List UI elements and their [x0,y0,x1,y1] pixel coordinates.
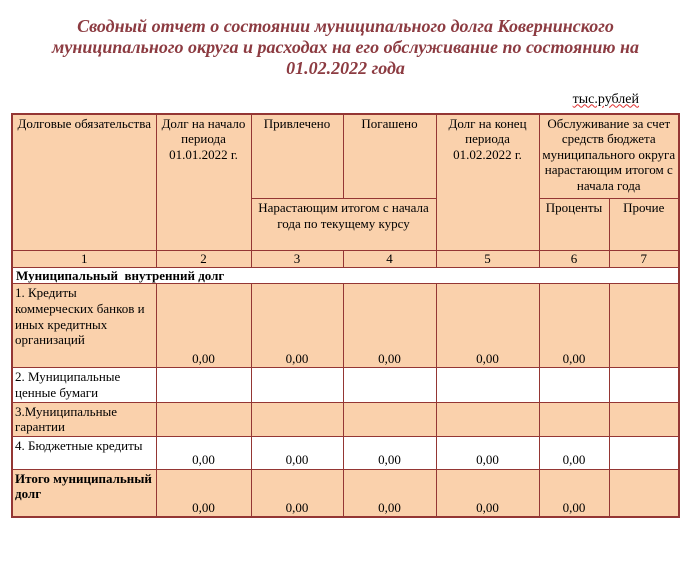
row-label: 3.Муниципальные гарантии [12,402,156,436]
table-row [12,368,679,402]
section-header-internal-debt: Муниципальный внутренний долг [12,267,679,284]
units-label: тыс.рублей [572,91,639,107]
value-cell: 0,00 [539,284,609,368]
header-servicing: Обслуживание за счет средств бюджета муниципального округа нарастающим итогом с начала года [539,114,679,199]
table-row-total [12,469,679,517]
header-other: Прочие [609,199,679,251]
value-cell: 0,00 [436,284,539,368]
table-row [12,402,679,436]
value-cell: 0,00 [343,469,436,517]
value-cell: 0,00 [251,436,343,469]
column-number: 7 [609,251,679,268]
value-cell [539,368,609,402]
header-debt-period-start: Долг на начало периода 01.01.2022 г. [156,114,251,251]
column-number: 2 [156,251,251,268]
report-page [0,16,691,581]
table-row [12,436,679,469]
value-cell [609,402,679,436]
value-cell: 0,00 [436,469,539,517]
value-cell [609,436,679,469]
value-cell: 0,00 [436,436,539,469]
column-number: 5 [436,251,539,268]
column-number-row [12,251,679,268]
value-cell [609,469,679,517]
column-number: 4 [343,251,436,268]
row-label-total: Итого муниципальный долг [12,469,156,517]
debt-report-table [11,113,680,519]
header-repaid: Погашено [343,114,436,199]
value-cell [251,402,343,436]
table-row [12,284,679,368]
row-label: 4. Бюджетные кредиты [12,436,156,469]
page-title: Сводный отчет о состоянии муниципального долга Ковернинского муниципального округа и расходах на его обслуживание по состоянию на 01.02.2022 года [52,16,639,79]
column-number: 6 [539,251,609,268]
header-debt-period-end: Долг на конец периода 01.02.2022 г. [436,114,539,251]
units-label-line [0,92,639,108]
header-raised: Привлечено [251,114,343,199]
value-cell: 0,00 [251,469,343,517]
value-cell: 0,00 [251,284,343,368]
value-cell [609,284,679,368]
value-cell: 0,00 [343,436,436,469]
header-cumulative-total: Нарастающим итогом с начала года по текущему курсу [251,199,436,251]
value-cell [156,368,251,402]
value-cell [156,402,251,436]
header-interest: Проценты [539,199,609,251]
row-label: 2. Муниципальные ценные бумаги [12,368,156,402]
value-cell: 0,00 [156,284,251,368]
value-cell [539,402,609,436]
value-cell [436,368,539,402]
header-debt-obligations: Долговые обязательства [12,114,156,251]
value-cell: 0,00 [539,436,609,469]
column-number: 1 [12,251,156,268]
value-cell [609,368,679,402]
value-cell: 0,00 [539,469,609,517]
header-row-1 [12,114,679,199]
section-header-row [12,267,679,284]
value-cell [436,402,539,436]
column-number: 3 [251,251,343,268]
value-cell [343,368,436,402]
value-cell: 0,00 [156,436,251,469]
value-cell: 0,00 [156,469,251,517]
value-cell: 0,00 [343,284,436,368]
value-cell [251,368,343,402]
row-label: 1. Кредиты коммерческих банков и иных кредитных организаций [12,284,156,368]
value-cell [343,402,436,436]
